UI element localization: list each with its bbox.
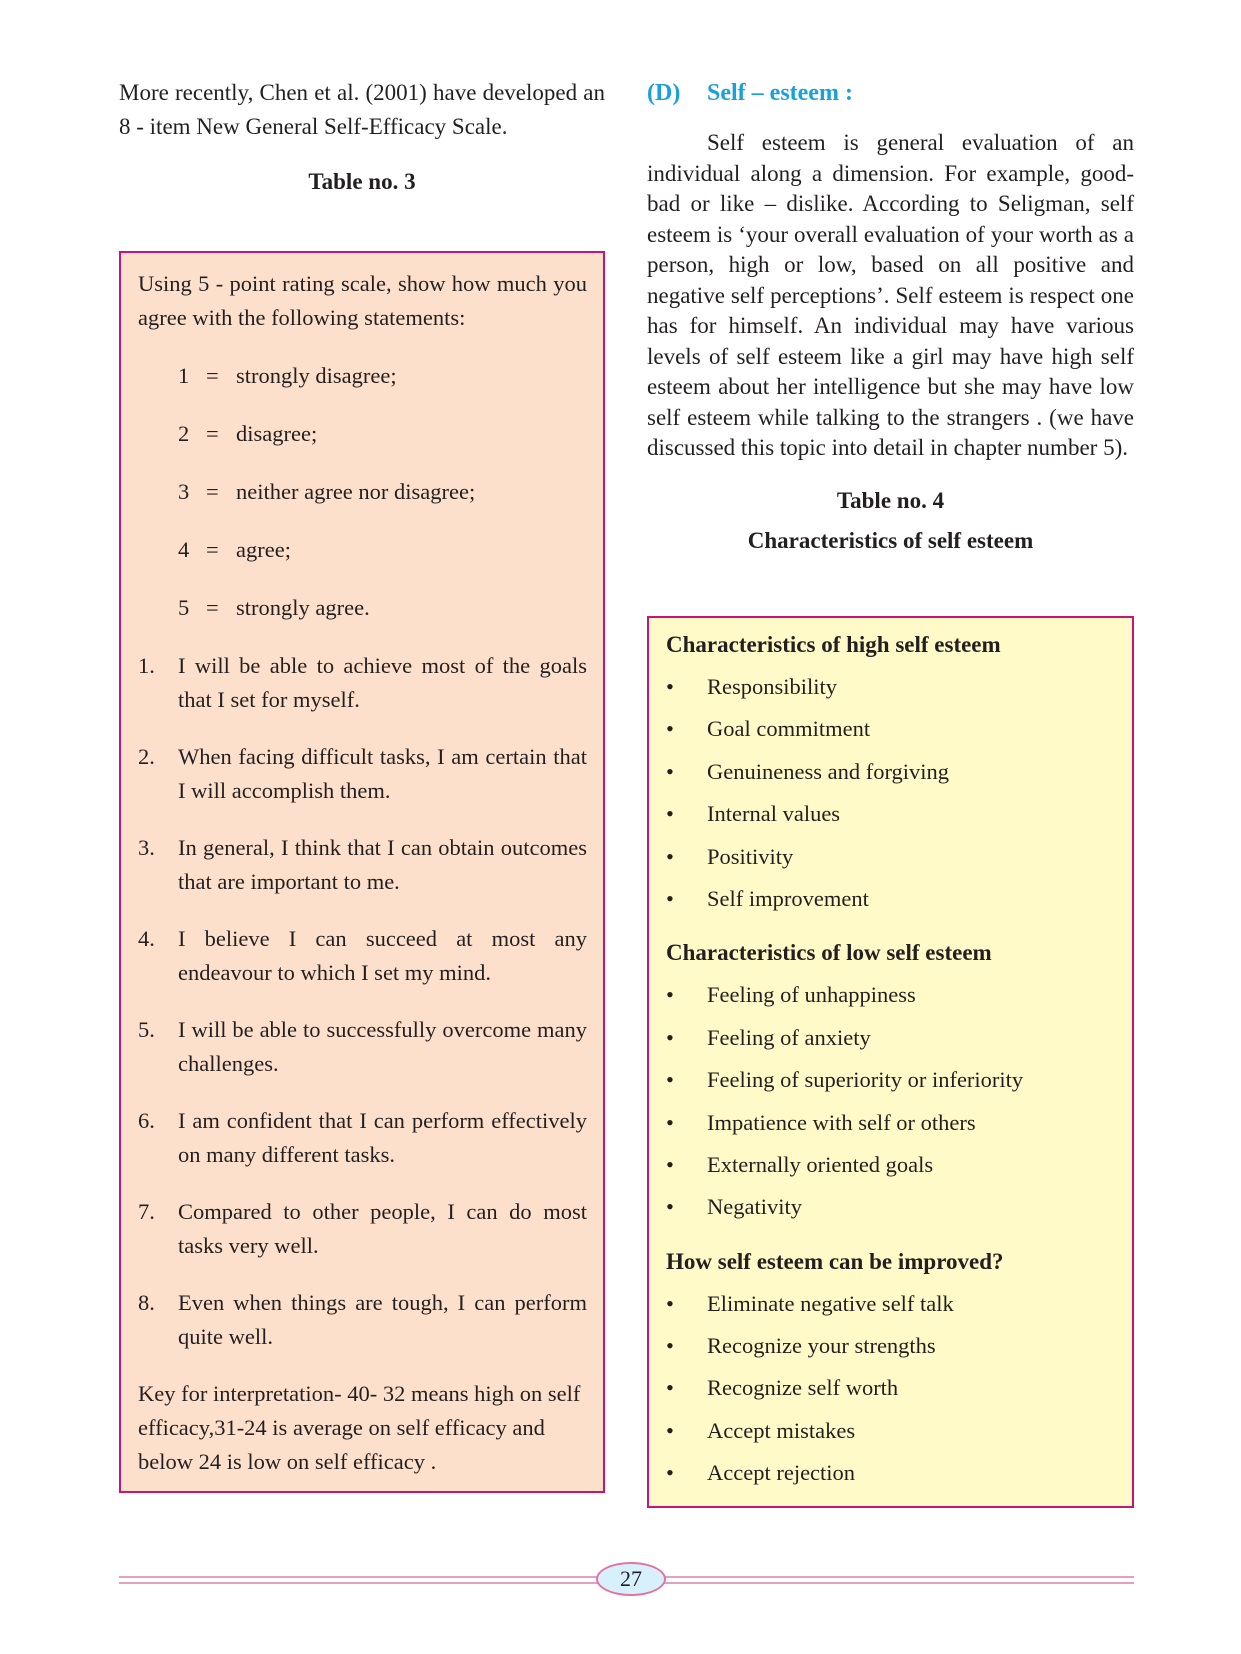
table-3-title: Table no. 3 (308, 169, 416, 194)
list-item: • Impatience with self or others (666, 1102, 1116, 1144)
list-item: • Recognize self worth (666, 1367, 1116, 1409)
list-item: • Feeling of anxiety (666, 1017, 1116, 1059)
scale-item: 2 = disagree; (178, 421, 318, 446)
table-4-box (647, 616, 1134, 1508)
table-3-box (119, 251, 605, 1493)
section-title: Self – esteem : (707, 80, 853, 106)
rating-instructions: Using 5 - point rating scale, show how much you agree with the following statements: (138, 271, 587, 330)
statement-item: 5. I will be able to successfully overcome many challenges. (138, 1017, 587, 1076)
section-letter: (D) (647, 80, 681, 106)
scale-item: 3 = neither agree nor disagree; (178, 479, 476, 504)
statement-item: 1. I will be able to achieve most of the goals that I set for myself. (138, 653, 587, 712)
table-4-subtitle: Characteristics of self esteem (747, 527, 1034, 553)
statement-item: 4. I believe I can succeed at most any endeavour to which I set my mind. (138, 926, 587, 985)
rating-scale (138, 359, 587, 625)
group-heading-improve: How self esteem can be improved? (666, 1248, 1004, 1274)
scale-item: 5 = strongly agree. (178, 595, 370, 620)
high-esteem-list (666, 666, 1116, 920)
table-4-title: Table no. 4 (836, 487, 945, 513)
list-item: • Accept rejection (666, 1452, 1116, 1494)
page-number: 27 (596, 1562, 666, 1596)
statement-item: 3. In general, I think that I can obtain outcomes that are important to me. (138, 835, 587, 894)
list-item: • Negativity (666, 1186, 1116, 1228)
statement-item: 6. I am confident that I can perform effectively on many different tasks. (138, 1108, 587, 1167)
group-heading-high: Characteristics of high self esteem (666, 632, 1001, 657)
low-esteem-list (666, 974, 1116, 1228)
group-heading-low: Characteristics of low self esteem (666, 940, 992, 966)
list-item: • Internal values (666, 793, 1116, 835)
list-item: • Accept mistakes (666, 1410, 1116, 1452)
statement-list (138, 649, 587, 1354)
statement-item: 8. Even when things are tough, I can perform quite well. (138, 1290, 587, 1349)
statement-item: 2. When facing difficult tasks, I am certain that I will accomplish them. (138, 744, 587, 803)
list-item: • Goal commitment (666, 708, 1116, 750)
section-heading (647, 76, 1134, 110)
list-item: • Externally oriented goals (666, 1144, 1116, 1186)
self-esteem-paragraph: Self esteem is general evaluation of an individual along a dimension. For example, good-bad or like – dislike. According to Seligman, self esteem is ‘your overall evaluation of your worth as a person, high or low, based on all positive and negative self perceptions’. Self esteem is respect one has for himself. An individual may have various levels of self esteem like a girl may have high self esteem about her intelligence but she may have low self esteem while talking to the strangers . (we have discussed this topic into detail in chapter number 5). (647, 130, 1134, 460)
list-item: • Feeling of superiority or inferiority (666, 1059, 1116, 1101)
left-column (119, 76, 605, 195)
statement-item: 7. Compared to other people, I can do most tasks very well. (138, 1199, 587, 1258)
list-item: • Feeling of unhappiness (666, 974, 1116, 1016)
list-item: • Responsibility (666, 666, 1116, 708)
scale-item: 1 = strongly disagree; (178, 363, 397, 388)
intro-paragraph: More recently, Chen et al. (2001) have developed an 8 - item New General Self-Efficacy Scale. (119, 80, 605, 139)
right-column (647, 76, 1134, 558)
improve-esteem-list (666, 1283, 1116, 1495)
list-item: • Eliminate negative self talk (666, 1283, 1116, 1325)
scale-item: 4 = agree; (178, 537, 291, 562)
list-item: • Positivity (666, 836, 1116, 878)
interpretation-key: Key for interpretation- 40- 32 means high on self efficacy,31-24 is average on self efficacy and below 24 is low on self efficacy . (138, 1381, 581, 1474)
list-item: • Genuineness and forgiving (666, 751, 1116, 793)
list-item: • Self improvement (666, 878, 1116, 920)
list-item: • Recognize your strengths (666, 1325, 1116, 1367)
